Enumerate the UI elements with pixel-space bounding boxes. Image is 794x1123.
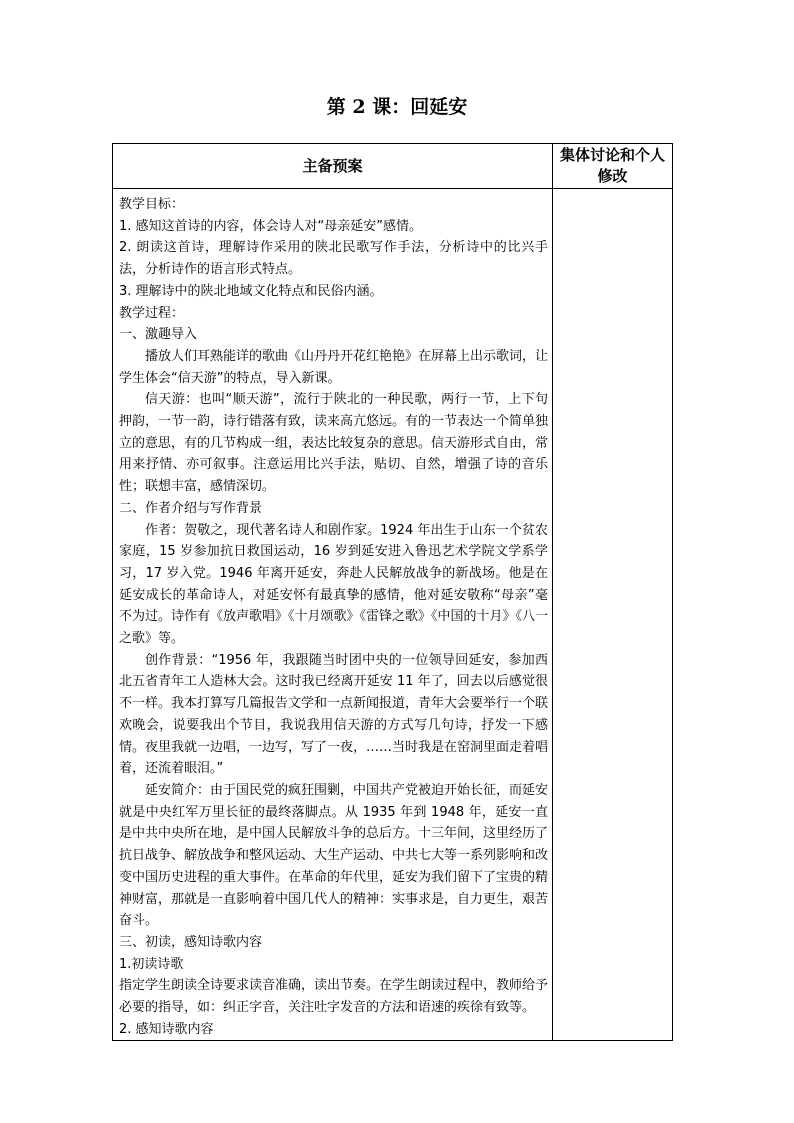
lesson-paragraph: 一、激趣导入 (119, 327, 198, 343)
revision-cell[interactable] (553, 189, 673, 1041)
lesson-paragraph: 2. 感知诗歌内容 (119, 1021, 214, 1037)
lesson-paragraph: 指定学生朗读全诗要求读音准确，读出节奏。在学生朗读过程中，教师给予必要的指导，如：纠正字音，关注吐字发音的方法和语速的疾徐有致等。 (119, 978, 549, 1016)
table-header-row (113, 144, 673, 189)
lesson-paragraph: 三、初读，感知诗歌内容 (119, 934, 263, 950)
lesson-paragraph: 1.初读诗歌 (119, 956, 184, 972)
lesson-paragraph: 延安简介：由于国民党的疯狂围剿，中国共产党被迫开始长征，而延安就是中央红军万里长征的最终落脚点。从 1935 年到 1948 年，延安一直是中共中央所在地，是中国人民解放斗争的总后方。十三年间，这里经历了抗日战争、解放战争和整风运动、大生产运动、中共七大等一系列影响和改变中国历史进程的重大事件。在革命的年代里，延安为我们留下了宝贵的精神财富，那就是一直影响着中国几代人的精神：实事求是，自力更生，艰苦奋斗。 (119, 782, 549, 929)
lesson-paragraph: 3. 理解诗中的陕北地域文化特点和民俗内涵。 (119, 283, 383, 299)
lesson-paragraph: 2. 朗读这首诗，理解诗作采用的陕北民歌写作手法，分析诗中的比兴手法，分析诗作的语言形式特点。 (119, 240, 548, 278)
table-body-row (113, 189, 673, 1041)
page-title: 第 2 课：回延安 (326, 96, 468, 118)
lesson-paragraph: 二、作者介绍与写作背景 (119, 500, 263, 516)
lesson-paragraph: 教学过程： (119, 305, 185, 321)
lesson-paragraph: 创作背景：“1956 年，我跟随当时团中央的一位领导回延安，参加西北五省青年工人造林大会。这时我已经离开延安 11 年了，回去以后感觉很不一样。我本打算写几篇报告文学和一点新闻报道，青年大会要举行一个联欢晚会，说要我出个节目，我说我用信天游的方式写几句诗，抒发一下感情。夜里我就一边唱，一边写，写了一夜，……当时我是在窑洞里面走着唱着，还流着眼泪。” (119, 652, 549, 777)
lesson-paragraph: 1. 感知这首诗的内容，体会诗人对“母亲延安”感情。 (119, 218, 423, 234)
header-group-discussion: 集体讨论和个人修改 (553, 144, 673, 189)
lesson-paragraph: 作者：贺敬之，现代著名诗人和剧作家。1924 年出生于山东一个贫农家庭，15 岁参加抗日救国运动，16 岁到延安进入鲁迅艺术学院文学系学习，17 岁入党。1946 年离开延安，奔赴人民解放战争的新战场。他是在延安成长的革命诗人，对延安怀有最真挚的感情，他对延安敬称“母亲”毫不为过。诗作有《放声歌唱》《十月颂歌》《雷锋之歌》《中国的十月》《八一之歌》等。 (119, 522, 549, 647)
lesson-paragraph: 播放人们耳熟能详的歌曲《山丹丹开花红艳艳》在屏幕上出示歌词，让学生体会“信天游”的特点，导入新课。 (119, 348, 549, 386)
lesson-content (113, 189, 552, 1040)
header-main-plan: 主备预案 (113, 144, 553, 189)
main-plan-cell (113, 189, 553, 1041)
lesson-paragraph: 教学目标： (119, 197, 185, 212)
lesson-plan-table (112, 143, 673, 1041)
lesson-paragraph: 信天游：也叫“顺天游”，流行于陕北的一种民歌，两行一节，上下句押韵，一节一韵，诗行错落有致，读来高亢悠远。有的一节表达一个简单独立的意思，有的几节构成一组，表达比较复杂的意思。信天游形式自由，常用来抒情、亦可叙事。注意运用比兴手法，贴切、自然，增强了诗的音乐性；联想丰富，感情深切。 (119, 392, 549, 495)
